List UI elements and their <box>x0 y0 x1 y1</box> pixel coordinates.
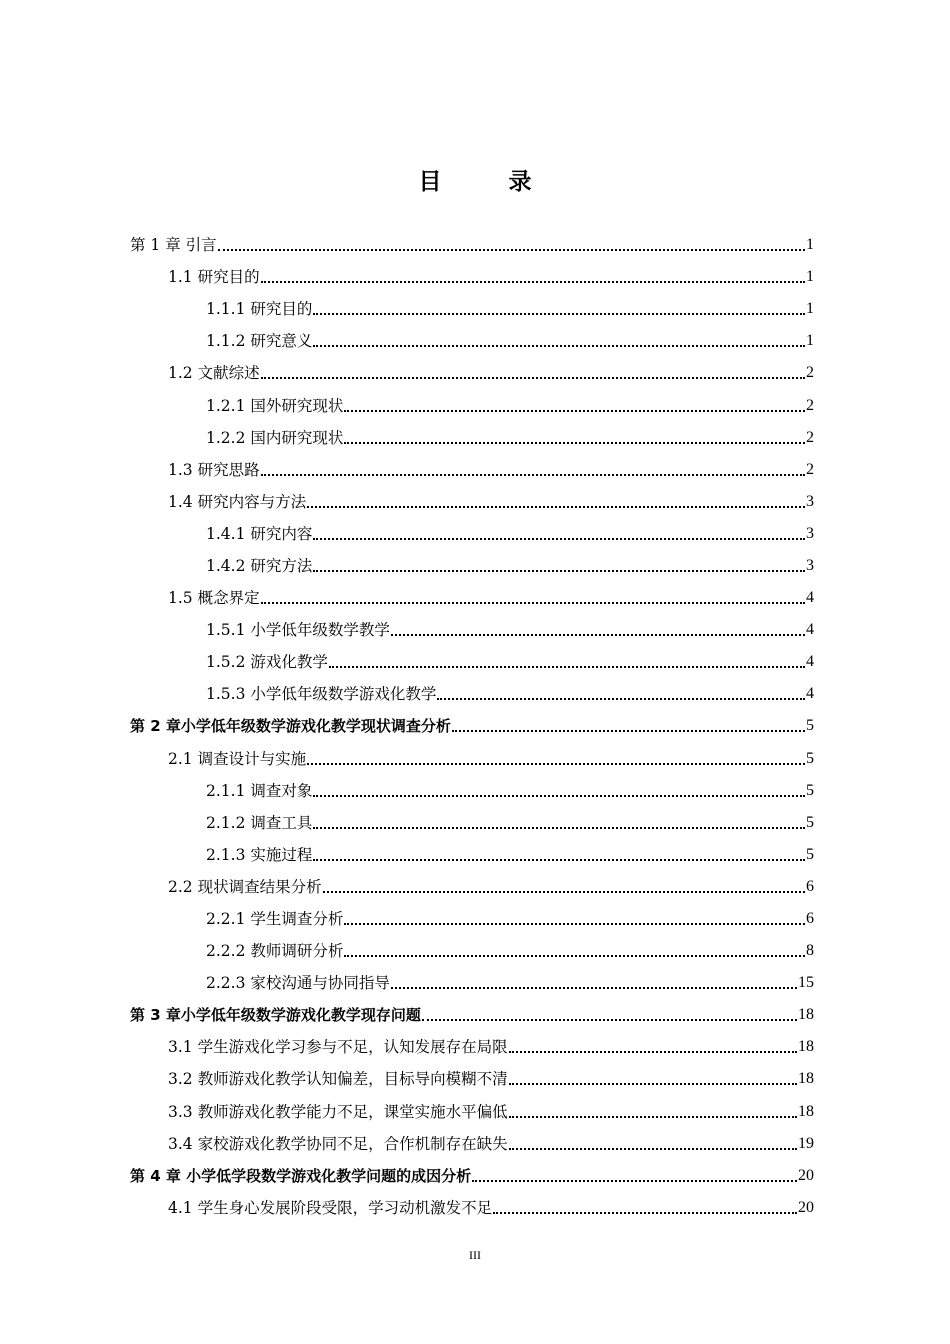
toc-title: 目 录 <box>418 169 554 195</box>
toc-entry-page: 4 <box>806 621 814 639</box>
toc-entry-text: 1.5 概念界定 <box>168 589 260 608</box>
dot-leader <box>323 877 805 897</box>
toc-entry-page: 18 <box>798 1038 814 1056</box>
toc-entry[interactable] <box>130 454 814 486</box>
toc-entry-page: 20 <box>798 1198 814 1216</box>
toc-entry[interactable] <box>130 550 814 582</box>
toc-entry-page: 20 <box>798 1166 814 1184</box>
toc-entry-text: 2.2.2 教师调研分析 <box>206 942 344 961</box>
toc-entry-page: 1 <box>806 332 814 350</box>
toc-entry-text: 2.2.3 家校沟通与协同指导 <box>206 974 390 993</box>
toc-entry[interactable] <box>130 1160 814 1192</box>
toc-entry-text: 2.1 调查设计与实施 <box>168 749 307 768</box>
toc-entry-text: 3.2 教师游戏化教学认知偏差，目标导向模糊不清 <box>168 1070 508 1089</box>
toc-entry-text: 2.1.1 调查对象 <box>206 781 313 800</box>
dot-leader <box>261 588 805 608</box>
dot-leader <box>313 845 805 865</box>
toc-entry-text: 1.2.2 国内研究现状 <box>206 428 344 447</box>
dot-leader <box>313 331 805 351</box>
toc-entry-text: 第 2 章小学低年级数学游戏化教学现状调查分析 <box>130 717 451 736</box>
toc-entry[interactable] <box>130 261 814 293</box>
toc-entry[interactable] <box>130 1096 814 1128</box>
toc-entry[interactable] <box>130 293 814 325</box>
toc-entry[interactable] <box>130 743 814 775</box>
toc-entry-text: 2.1.2 调查工具 <box>206 813 313 832</box>
toc-entry[interactable] <box>130 1192 814 1224</box>
toc-entry[interactable] <box>130 1128 814 1160</box>
toc-entry[interactable] <box>130 935 814 967</box>
dot-leader <box>391 973 797 993</box>
toc-entry-page: 2 <box>806 428 814 446</box>
toc-entry-page: 4 <box>806 589 814 607</box>
dot-leader <box>313 299 805 319</box>
toc-entry[interactable] <box>130 646 814 678</box>
toc-entry-text: 2.2.1 学生调查分析 <box>206 910 344 929</box>
toc-entry[interactable] <box>130 357 814 389</box>
toc-entry[interactable] <box>130 582 814 614</box>
dot-leader <box>307 492 805 512</box>
dot-leader <box>509 1134 797 1154</box>
toc-entry-page: 4 <box>806 653 814 671</box>
dot-leader <box>437 684 805 704</box>
toc-entry[interactable] <box>130 903 814 935</box>
toc-entry[interactable] <box>130 807 814 839</box>
toc-entry-text: 第 4 章 小学低学段数学游戏化教学问题的成因分析 <box>130 1166 472 1185</box>
dot-leader <box>493 1198 797 1218</box>
dot-leader <box>344 941 805 961</box>
toc-entry-page: 1 <box>806 300 814 318</box>
toc-entry-page: 3 <box>806 524 814 542</box>
dot-leader <box>391 620 805 640</box>
toc-entry-page: 3 <box>806 556 814 574</box>
toc-entry-page: 5 <box>806 813 814 831</box>
toc-entry-page: 5 <box>806 717 814 735</box>
toc-entry[interactable] <box>130 1031 814 1063</box>
toc-entry-page: 1 <box>806 268 814 286</box>
toc-entry-text: 2.1.3 实施过程 <box>206 845 313 864</box>
toc-entry-page: 4 <box>806 685 814 703</box>
dot-leader <box>472 1166 797 1186</box>
dot-leader <box>307 749 805 769</box>
dot-leader <box>313 813 805 833</box>
toc-entry-page: 5 <box>806 845 814 863</box>
toc-entry-text: 1.4 研究内容与方法 <box>168 492 307 511</box>
toc-entry[interactable] <box>130 486 814 518</box>
table-of-contents <box>130 229 814 1224</box>
toc-entry[interactable] <box>130 678 814 710</box>
toc-entry[interactable] <box>130 775 814 807</box>
toc-entry[interactable] <box>130 229 814 261</box>
toc-entry[interactable] <box>130 871 814 903</box>
toc-entry-page: 6 <box>806 877 814 895</box>
toc-entry[interactable] <box>130 999 814 1031</box>
toc-entry-text: 1.5.3 小学低年级数学游戏化教学 <box>206 685 437 704</box>
toc-entry-page: 5 <box>806 781 814 799</box>
toc-entry-text: 3.4 家校游戏化教学协同不足，合作机制存在缺失 <box>168 1134 508 1153</box>
dot-leader <box>261 460 805 480</box>
toc-entry[interactable] <box>130 422 814 454</box>
toc-entry[interactable] <box>130 710 814 742</box>
toc-entry-text: 第 3 章小学低年级数学游戏化教学现存问题 <box>130 1006 421 1025</box>
toc-entry-text: 1.4.2 研究方法 <box>206 556 313 575</box>
toc-entry-text: 2.2 现状调查结果分析 <box>168 877 322 896</box>
page-number: III <box>469 1248 481 1262</box>
toc-entry-page: 19 <box>798 1134 814 1152</box>
toc-entry-text: 3.3 教师游戏化教学能力不足，课堂实施水平偏低 <box>168 1102 508 1121</box>
toc-entry-page: 2 <box>806 364 814 382</box>
dot-leader <box>344 909 805 929</box>
toc-entry[interactable] <box>130 967 814 999</box>
toc-entry-page: 1 <box>806 236 814 254</box>
toc-entry-page: 8 <box>806 942 814 960</box>
toc-entry-text: 1.4.1 研究内容 <box>206 524 313 543</box>
toc-entry-page: 18 <box>798 1070 814 1088</box>
dot-leader <box>452 716 805 736</box>
dot-leader <box>329 652 805 672</box>
dot-leader <box>261 363 805 383</box>
toc-entry[interactable] <box>130 839 814 871</box>
toc-entry[interactable] <box>130 614 814 646</box>
toc-entry-text: 1.5.1 小学低年级数学教学 <box>206 621 390 640</box>
toc-entry-text: 1.5.2 游戏化教学 <box>206 653 328 672</box>
toc-entry-page: 3 <box>806 492 814 510</box>
toc-entry-page: 2 <box>806 460 814 478</box>
toc-entry-text: 3.1 学生游戏化学习参与不足，认知发展存在局限 <box>168 1038 508 1057</box>
dot-leader <box>344 396 805 416</box>
toc-entry-text: 第 1 章 引言 <box>130 236 217 255</box>
toc-entry[interactable] <box>130 325 814 357</box>
dot-leader <box>313 524 805 544</box>
dot-leader <box>509 1069 797 1089</box>
toc-entry-page: 18 <box>798 1006 814 1024</box>
toc-entry[interactable] <box>130 518 814 550</box>
toc-entry-text: 1.1.1 研究目的 <box>206 300 313 319</box>
toc-entry-text: 1.1 研究目的 <box>168 268 260 287</box>
toc-entry-page: 2 <box>806 396 814 414</box>
toc-entry-page: 15 <box>798 974 814 992</box>
toc-entry-page: 18 <box>798 1102 814 1120</box>
dot-leader <box>313 781 805 801</box>
toc-entry-text: 1.1.2 研究意义 <box>206 332 313 351</box>
dot-leader <box>313 556 805 576</box>
toc-entry-page: 5 <box>806 749 814 767</box>
toc-entry-text: 4.1 学生身心发展阶段受限，学习动机激发不足 <box>168 1198 493 1217</box>
toc-entry[interactable] <box>130 1063 814 1095</box>
toc-entry-text: 1.2.1 国外研究现状 <box>206 396 344 415</box>
toc-entry-text: 1.3 研究思路 <box>168 460 260 479</box>
dot-leader <box>422 1005 797 1025</box>
dot-leader <box>218 235 805 255</box>
toc-entry-page: 6 <box>806 910 814 928</box>
dot-leader <box>509 1102 797 1122</box>
toc-entry-text: 1.2 文献综述 <box>168 364 260 383</box>
dot-leader <box>509 1037 797 1057</box>
dot-leader <box>261 267 805 287</box>
dot-leader <box>344 428 805 448</box>
toc-entry[interactable] <box>130 389 814 421</box>
